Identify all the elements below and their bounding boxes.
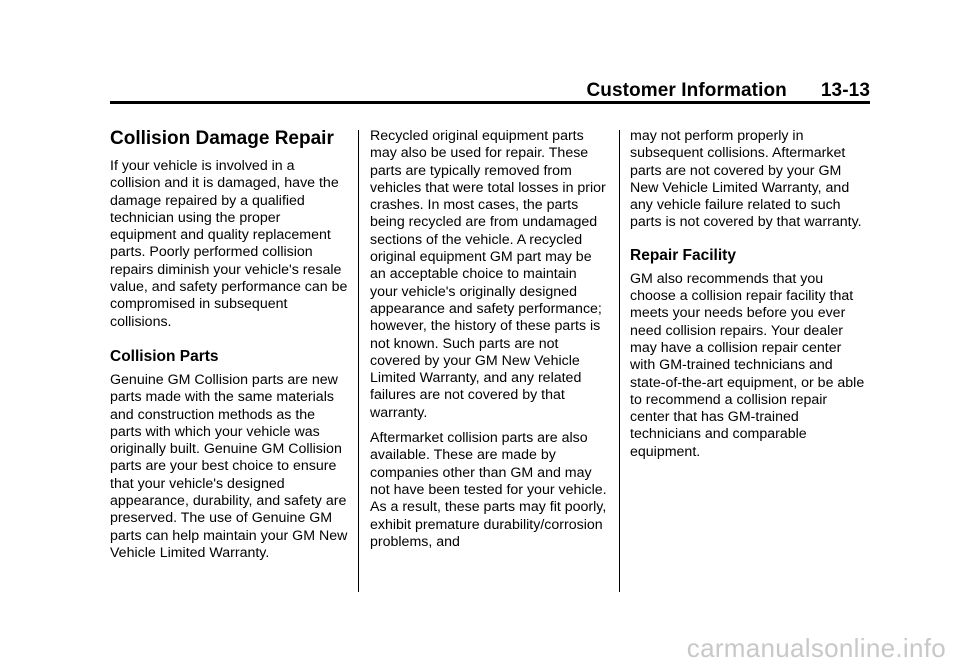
paragraph: Aftermarket collision parts are also available. These are made by companies other than GM and may not have been tested for your vehicle. As a result, these parts may fit poorly, exhibit premature durability/corrosion problems, and <box>370 430 607 550</box>
column-2 <box>370 128 608 559</box>
subsection-heading: Collision Parts <box>110 347 219 365</box>
column-divider <box>358 130 359 592</box>
paragraph: If your vehicle is involved in a collision and it is damaged, have the damage repaired by a qualified technician using the proper equipment and quality replacement parts. Poorly performed collision repairs diminish your vehicle's resale value, and safety performance can be compromised in subsequent collisions. <box>110 158 348 330</box>
section-heading: Collision Damage Repair <box>110 128 334 149</box>
page-number: 13-13 <box>820 80 870 101</box>
column-divider <box>619 130 620 592</box>
page-header <box>586 80 870 102</box>
watermark: carmanualsonline.info <box>686 633 946 663</box>
column-1 <box>110 128 348 570</box>
header-rule <box>110 101 870 104</box>
paragraph: may not perform properly in subsequent collisions. Aftermarket parts are not covered by your GM New Vehicle Limited Warranty, and any vehicle failure related to such parts is not covered by that warranty. <box>630 128 862 231</box>
section-title: Customer Information <box>586 80 787 101</box>
subsection-heading: Repair Facility <box>630 246 736 264</box>
paragraph: Recycled original equipment parts may also be used for repair. These parts are typically removed from vehicles that were total losses in prior crashes. In most cases, the parts being recycled are from undamaged sections of the vehicle. A recycled original equipment GM part may be an acceptable choice to maintain your vehicle's originally designed appearance and safety performance; however, the history of these parts is not known. Such parts are not covered by your GM New Vehicle Limited Warranty, and any related failures are not covered by that warranty. <box>370 128 606 421</box>
paragraph: GM also recommends that you choose a collision repair facility that meets your needs before you ever need collision repairs. Your dealer may have a collision repair center with GM-trained technicians and state-of-the-art equipment, or be able to recommend a collision repair center that has GM-trained technicians and comparable equipment. <box>630 270 865 460</box>
paragraph: Genuine GM Collision parts are new parts made with the same materials and construction methods as the parts with which your vehicle was originally built. Genuine GM Collision parts are your best choice to ensure that your vehicle's designed appearance, durability, and safety are preserved. The use of Genuine GM parts can help maintain your GM New Vehicle Limited Warranty. <box>110 371 348 561</box>
column-3 <box>630 128 868 469</box>
